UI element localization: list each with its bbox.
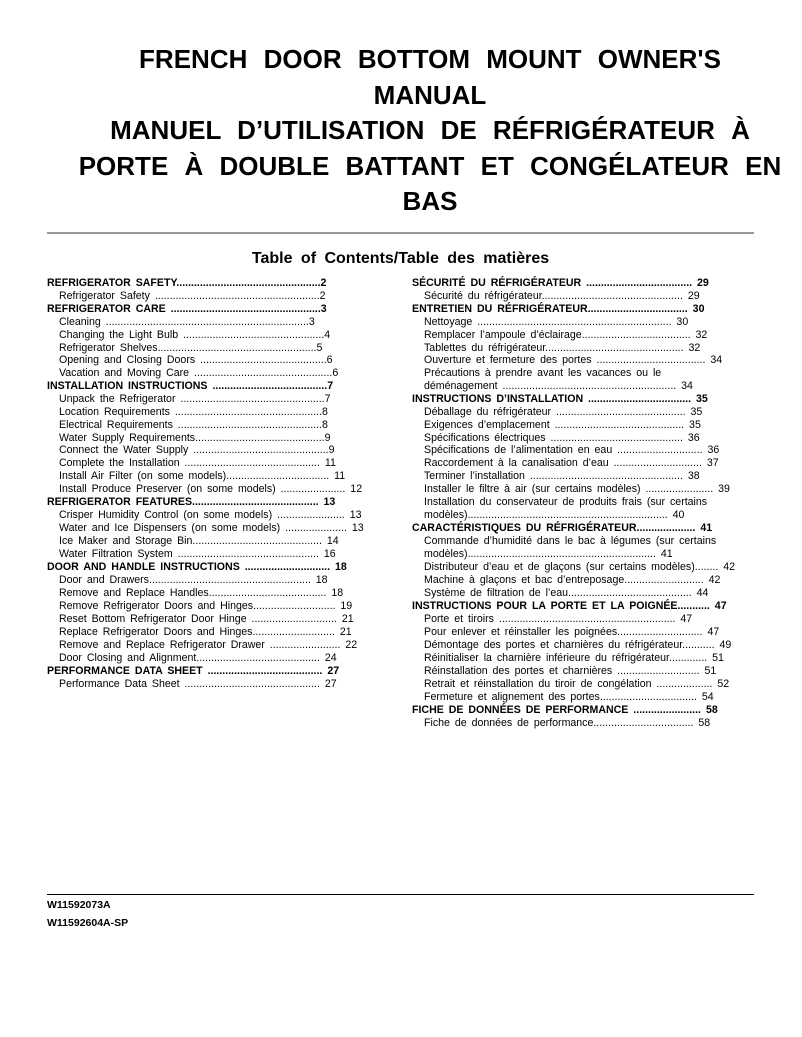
toc-entry[interactable]: Electrical Requirements .................................................8 bbox=[59, 419, 328, 431]
toc-entry[interactable]: Raccordement à la canalisation d’eau .............................. 37 bbox=[424, 457, 719, 469]
toc-entry[interactable]: Replace Refrigerator Doors and Hinges............................ 21 bbox=[59, 626, 352, 638]
toc-entry[interactable]: Spécifications électriques ............................................. 36 bbox=[424, 432, 700, 444]
toc-entry[interactable]: Fermeture et alignement des portes................................. 54 bbox=[424, 691, 714, 703]
toc-entry[interactable]: Remove and Replace Refrigerator Drawer ........................ 22 bbox=[59, 639, 358, 651]
bottom-divider bbox=[47, 894, 754, 895]
toc-section[interactable]: DOOR AND HANDLE INSTRUCTIONS ............................. 18 bbox=[47, 561, 347, 573]
part-number-sp: W11592604A-SP bbox=[47, 917, 129, 929]
toc-entry[interactable]: Réinstallation des portes et charnières ............................ 51 bbox=[424, 665, 717, 677]
toc-entry[interactable]: Water Filtration System ................................................ 16 bbox=[59, 548, 336, 560]
toc-entry[interactable]: Door Closing and Alignment.......................................... 24 bbox=[59, 652, 337, 664]
toc-entry[interactable]: Water and Ice Dispensers (on some models) ..................... 13 bbox=[59, 522, 364, 534]
toc-entry[interactable]: Refrigerator Shelves......................................................5 bbox=[59, 342, 323, 354]
toc-section[interactable]: REFRIGERATOR FEATURES........................................... 13 bbox=[47, 496, 336, 508]
toc-heading: Table of Contents/Table des matières bbox=[251, 250, 550, 267]
toc-entry[interactable]: Remove Refrigerator Doors and Hinges............................ 19 bbox=[59, 600, 353, 612]
toc-entry[interactable]: Réinitialiser la charnière inférieure du réfrigérateur............. 51 bbox=[424, 652, 724, 664]
toc-entry[interactable]: Exigences d’emplacement ............................................ 35 bbox=[424, 419, 701, 431]
toc-section[interactable]: INSTRUCTIONS POUR LA PORTE ET LA POIGNÉE........... 47 bbox=[412, 600, 727, 612]
toc-entry[interactable]: Reset Bottom Refrigerator Door Hinge ............................. 21 bbox=[59, 613, 354, 625]
toc-entry[interactable]: Vacation and Moving Care ...............................................6 bbox=[59, 367, 339, 379]
toc-entry[interactable]: Performance Data Sheet .............................................. 27 bbox=[59, 678, 337, 690]
title-line: BAS bbox=[402, 186, 458, 216]
toc-entry[interactable]: Connect the Water Supply ..............................................9 bbox=[59, 444, 335, 456]
toc-entry[interactable]: Unpack the Refrigerator .................................................7 bbox=[59, 393, 331, 405]
toc-entry[interactable]: Spécifications de l’alimentation en eau ............................. 36 bbox=[424, 444, 720, 456]
toc-entry[interactable]: Distributeur d’eau et de glaçons (sur certains modèles)........ 42 bbox=[424, 561, 736, 573]
toc-section[interactable]: CARACTÉRISTIQUES DU RÉFRIGÉRATEUR.................... 41 bbox=[412, 522, 713, 534]
toc-entry[interactable]: Terminer l’installation .................................................... 38 bbox=[424, 470, 700, 482]
toc-entry[interactable]: Remplacer l’ampoule d’éclairage..................................... 32 bbox=[424, 329, 708, 341]
toc-entry[interactable]: Location Requirements ..................................................8 bbox=[59, 406, 328, 418]
toc-section[interactable]: PERFORMANCE DATA SHEET ....................................... 27 bbox=[47, 665, 340, 677]
toc-entry[interactable]: Complete the Installation .............................................. 11 bbox=[59, 457, 336, 469]
toc-section[interactable]: SÉCURITÉ DU RÉFRIGÉRATEUR .................................... 29 bbox=[412, 277, 709, 289]
toc-entry[interactable]: Déballage du réfrigérateur ............................................ 35 bbox=[424, 406, 703, 418]
toc-entry[interactable]: Fiche de données de performance.................................. 58 bbox=[424, 717, 711, 729]
toc-entry[interactable]: Commande d’humidité dans le bac à légumes (sur certains bbox=[424, 535, 717, 547]
toc-entry[interactable]: Ouverture et fermeture des portes ..................................... 34 bbox=[424, 354, 723, 366]
toc-entry[interactable]: déménagement ........................................................... 34 bbox=[424, 380, 693, 392]
title-line: PORTE À DOUBLE BATTANT ET CONGÉLATEUR EN bbox=[78, 150, 782, 181]
toc-entry[interactable]: Système de filtration de l’eau.......................................... 44 bbox=[424, 587, 709, 599]
title-line: MANUEL D’UTILISATION DE RÉFRIGÉRATEUR À bbox=[110, 115, 750, 145]
toc-entry[interactable]: Porte et tiroirs ............................................................ 47 bbox=[424, 613, 693, 625]
toc-entry[interactable]: Refrigerator Safety ........................................................2 bbox=[59, 290, 326, 302]
toc-entry[interactable]: Changing the Light Bulb ................................................4 bbox=[59, 329, 331, 341]
toc-entry[interactable]: Install Produce Preserver (on some models) ...................... 12 bbox=[59, 483, 363, 495]
toc-entry[interactable]: Nettoyage .................................................................. 30 bbox=[424, 316, 689, 328]
toc-entry[interactable]: Démontage des portes et charnières du réfrigérateur........... 49 bbox=[424, 639, 732, 651]
title-line: FRENCH DOOR BOTTOM MOUNT OWNER'S bbox=[139, 44, 721, 74]
toc-entry[interactable]: modèles).................................................................... 40 bbox=[424, 509, 685, 521]
toc-entry[interactable]: Water Supply Requirements............................................9 bbox=[59, 432, 331, 444]
toc-section[interactable]: FICHE DE DONNÉES DE PERFORMANCE ....................... 58 bbox=[412, 704, 718, 716]
toc-entry[interactable]: Cleaning .....................................................................3 bbox=[59, 316, 315, 328]
toc-entry[interactable]: Sécurité du réfrigérateur................................................ 29 bbox=[424, 290, 700, 302]
toc-section[interactable]: REFRIGERATOR CARE ...................................................3 bbox=[47, 303, 327, 315]
top-divider bbox=[47, 232, 754, 234]
toc-entry[interactable]: Crisper Humidity Control (on some models) ....................... 13 bbox=[59, 509, 362, 521]
toc-entry[interactable]: Tablettes du réfrigérateur............................................... 32 bbox=[424, 342, 701, 354]
toc-entry[interactable]: Pour enlever et réinstaller les poignées............................. 47 bbox=[424, 626, 720, 638]
toc-entry[interactable]: Door and Drawers....................................................... 18 bbox=[59, 574, 328, 586]
toc-section[interactable]: INSTRUCTIONS D’INSTALLATION ................................... 35 bbox=[412, 393, 708, 405]
toc-entry[interactable]: Ice Maker and Storage Bin............................................ 14 bbox=[59, 535, 339, 547]
toc-section[interactable]: REFRIGERATOR SAFETY.................................................2 bbox=[47, 277, 327, 289]
toc-entry[interactable]: Retrait et réinstallation du tiroir de congélation ................... 52 bbox=[424, 678, 730, 690]
title-line: MANUAL bbox=[373, 79, 487, 110]
toc-entry[interactable]: Remove and Replace Handles........................................ 18 bbox=[59, 587, 344, 599]
toc-entry[interactable]: Machine à glaçons et bac d’entreposage........................... 42 bbox=[424, 574, 721, 586]
toc-entry[interactable]: Opening and Closing Doors ...........................................6 bbox=[59, 354, 333, 366]
toc-section[interactable]: ENTRETIEN DU RÉFRIGÉRATEUR.................................. 30 bbox=[412, 303, 705, 315]
toc-entry[interactable]: Install Air Filter (on some models)................................... 11 bbox=[59, 470, 346, 482]
toc-entry[interactable]: Précautions à prendre avant les vacances ou le bbox=[424, 367, 662, 379]
toc-entry[interactable]: modèles)................................................................ 41 bbox=[424, 548, 673, 560]
part-number: W11592073A bbox=[47, 899, 111, 911]
document-title bbox=[58, 42, 802, 220]
toc-entry[interactable]: Installation du conservateur de produits frais (sur certains bbox=[424, 496, 708, 508]
toc-entry[interactable]: Installer le filtre à air (sur certains modèles) ....................... 39 bbox=[424, 483, 730, 495]
toc-section[interactable]: INSTALLATION INSTRUCTIONS .......................................7 bbox=[47, 380, 334, 392]
